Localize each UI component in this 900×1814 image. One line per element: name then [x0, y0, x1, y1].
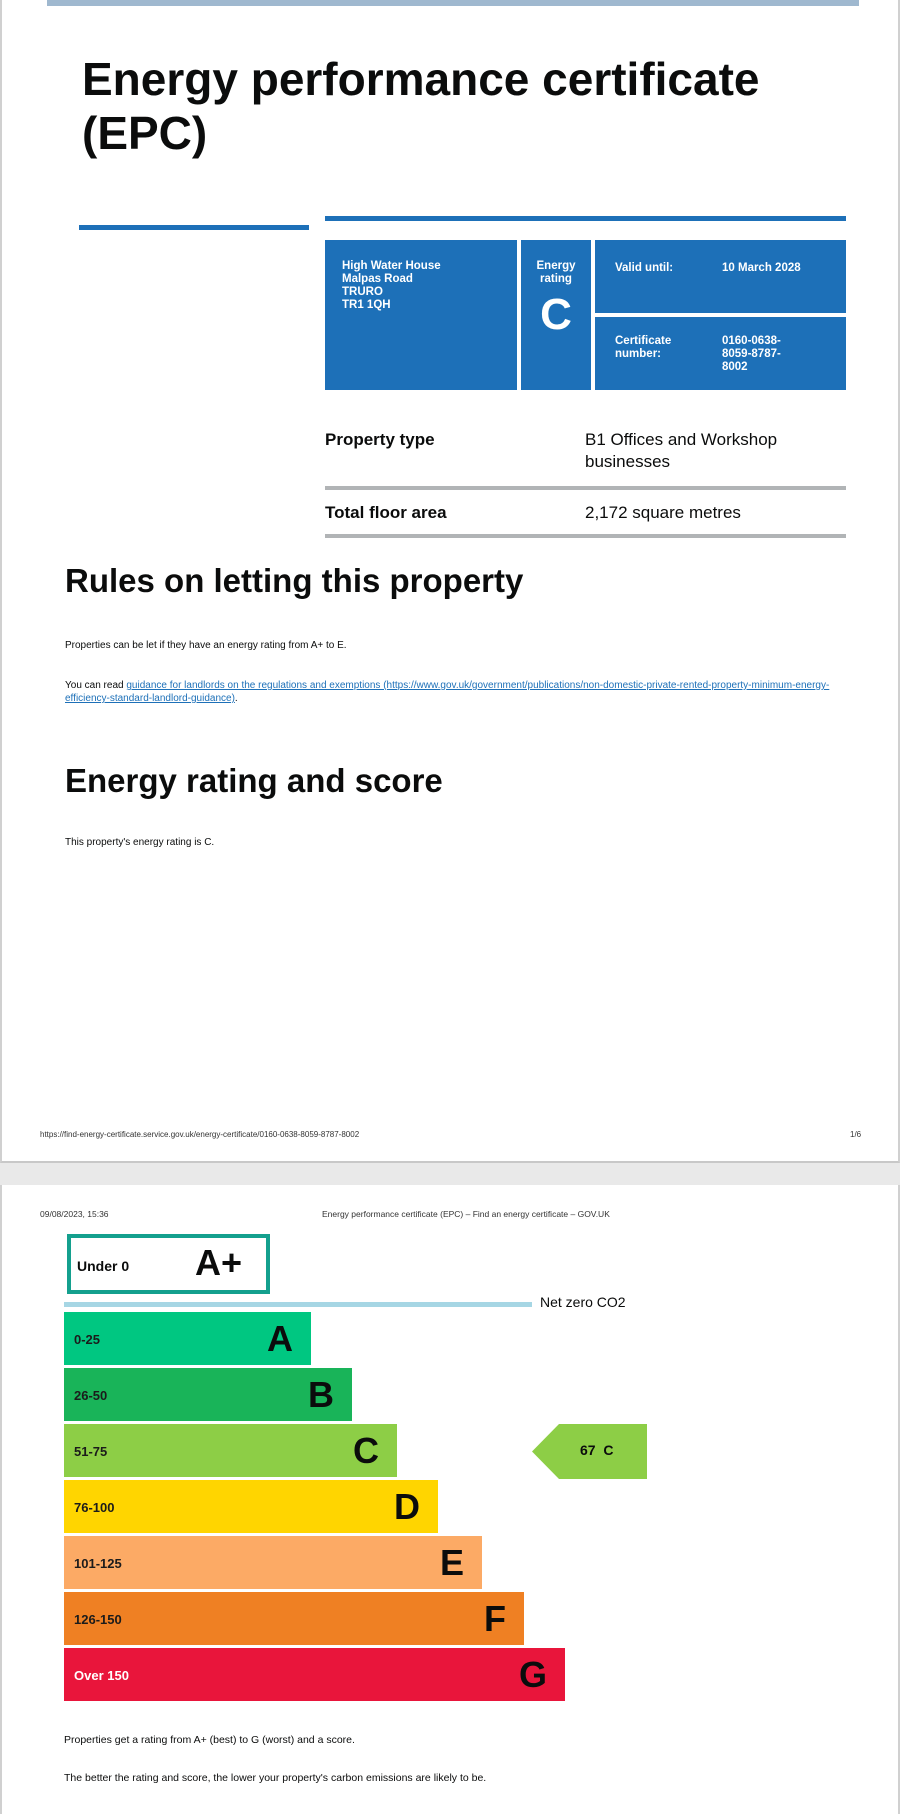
band-g — [64, 1648, 565, 1701]
score-rating: C — [603, 1442, 614, 1458]
band-range: 76-100 — [74, 1500, 115, 1515]
address-line: TRURO — [342, 286, 383, 298]
band-range: Over 150 — [74, 1668, 129, 1683]
band-range: 51-75 — [74, 1444, 108, 1459]
certificate-number-box — [595, 317, 846, 390]
rules-heading: Rules on letting this property — [65, 562, 524, 599]
band-e — [64, 1536, 482, 1589]
band-b — [64, 1368, 352, 1421]
band-range: 26-50 — [74, 1388, 108, 1403]
valid-until-value: 10 March 2028 — [722, 262, 801, 274]
guidance-paragraph — [65, 679, 845, 705]
address-line: Malpas Road — [342, 273, 413, 285]
certificate-number-value: 0160-0638-8059-8787-8002 — [722, 335, 781, 373]
row-divider — [325, 534, 846, 538]
energy-rating-box — [521, 240, 591, 390]
emissions-note: The better the rating and score, the lower your property's carbon emissions are likely to be. — [64, 1772, 487, 1784]
page-gap — [0, 1163, 900, 1185]
row-divider — [325, 486, 846, 490]
section-rule-right — [325, 216, 846, 221]
floor-area-label: Total floor area — [325, 503, 447, 522]
band-aplus — [67, 1234, 270, 1294]
address-line: High Water House — [342, 260, 441, 272]
rules-text: Properties can be let if they have an energy rating from A+ to E. — [65, 640, 347, 651]
band-letter: A — [267, 1318, 293, 1359]
footer-url: https://find-energy-certificate.service.gov.uk/energy-certificate/0160-0638-8059-8787-8002 — [40, 1130, 360, 1139]
band-letter: E — [439, 1542, 464, 1583]
energy-rating-label: Energy rating — [536, 260, 576, 285]
footer-page-number: 1/6 — [850, 1130, 862, 1139]
band-letter: F — [484, 1598, 506, 1639]
band-letter: G — [518, 1654, 547, 1695]
guidance-suffix: . — [234, 693, 238, 704]
band-aplus-letter: A+ — [195, 1242, 243, 1283]
energy-rating-text: This property's energy rating is C. — [65, 837, 215, 848]
band-f — [64, 1592, 524, 1645]
band-d — [64, 1480, 438, 1533]
property-type-label: Property type — [325, 430, 435, 449]
floor-area-value: 2,172 square metres — [585, 503, 741, 522]
band-range: 101-125 — [74, 1556, 122, 1571]
guidance-link[interactable]: guidance for landlords on the regulations and exemptions (https://www.gov.uk/government/publications/non-domestic-private-rented-property-minimum-energy-efficiency-standard-landlord-guidance) — [65, 680, 830, 704]
rating-note: Properties get a rating from A+ (best) to G (worst) and a score. — [64, 1734, 355, 1746]
floor-area-row — [325, 502, 846, 532]
score-text — [580, 1442, 613, 1458]
band-letter: B — [308, 1374, 334, 1415]
valid-until-label: Valid until: — [615, 262, 674, 274]
top-accent-bar — [47, 0, 859, 6]
net-zero-label: Net zero CO2 — [540, 1294, 626, 1310]
band-aplus-range: Under 0 — [77, 1258, 130, 1274]
energy-rating-heading: Energy rating and score — [65, 762, 443, 799]
band-range: 0-25 — [74, 1332, 101, 1347]
band-range: 126-150 — [74, 1612, 122, 1627]
address-line: TR1 1QH — [342, 299, 391, 311]
current-score-marker — [532, 1424, 647, 1479]
section-rule-left — [79, 225, 309, 230]
property-type-value: B1 Offices and Workshop businesses — [585, 430, 778, 471]
property-address — [325, 240, 517, 390]
band-letter: C — [353, 1430, 379, 1471]
energy-rating-letter: C — [540, 290, 572, 339]
guidance-prefix: You can read — [65, 680, 127, 691]
net-zero-line — [64, 1302, 532, 1307]
certificate-number-label: Certificate number: — [615, 335, 672, 360]
valid-until-box — [595, 240, 846, 313]
band-a — [64, 1312, 311, 1365]
band-c — [64, 1424, 397, 1477]
certificate-page-2 — [0, 1185, 900, 1814]
page-title: Energy performance certificate (EPC) — [82, 53, 760, 159]
print-date: 09/08/2023, 15:36 — [40, 1209, 109, 1219]
print-title: Energy performance certificate (EPC) – Find an energy certificate – GOV.UK — [322, 1209, 610, 1219]
score-value: 67 — [580, 1442, 596, 1458]
band-letter: D — [394, 1486, 420, 1527]
property-type-row — [325, 429, 846, 489]
